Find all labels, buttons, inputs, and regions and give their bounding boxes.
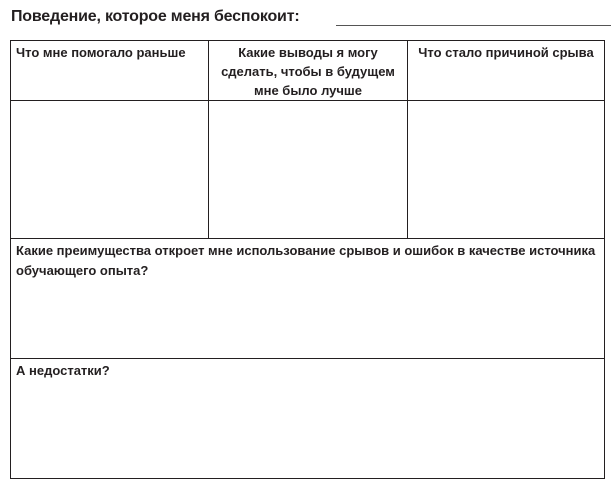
answer-cell-disadvantages[interactable]: [11, 383, 603, 477]
column-header-relapse-cause: Что стало причиной срыва: [418, 45, 594, 60]
question-advantages: Какие преимущества откроет мне использование срывов и ошибок в качестве источника обучающего опыта?: [16, 243, 596, 278]
column-header-helped-before: Что мне помогало раньше: [16, 45, 186, 60]
answer-cell-conclusions[interactable]: [209, 101, 407, 238]
answer-cell-helped-before[interactable]: [11, 101, 208, 238]
page-title: Поведение, которое меня беспокоит:: [11, 8, 300, 25]
behavior-answer-line[interactable]: [336, 25, 611, 26]
worksheet-table: [10, 40, 605, 479]
title-row: [11, 6, 606, 30]
question-disadvantages: А недостатки?: [16, 363, 110, 378]
answer-cell-advantages[interactable]: [11, 283, 603, 358]
columns-bottom-divider: [11, 238, 604, 239]
questions-divider: [11, 358, 604, 359]
column-header-conclusions: Какие выводы я могу сделать, чтобы в будущем мне было лучше: [221, 45, 395, 98]
answer-cell-relapse-cause[interactable]: [408, 101, 603, 238]
